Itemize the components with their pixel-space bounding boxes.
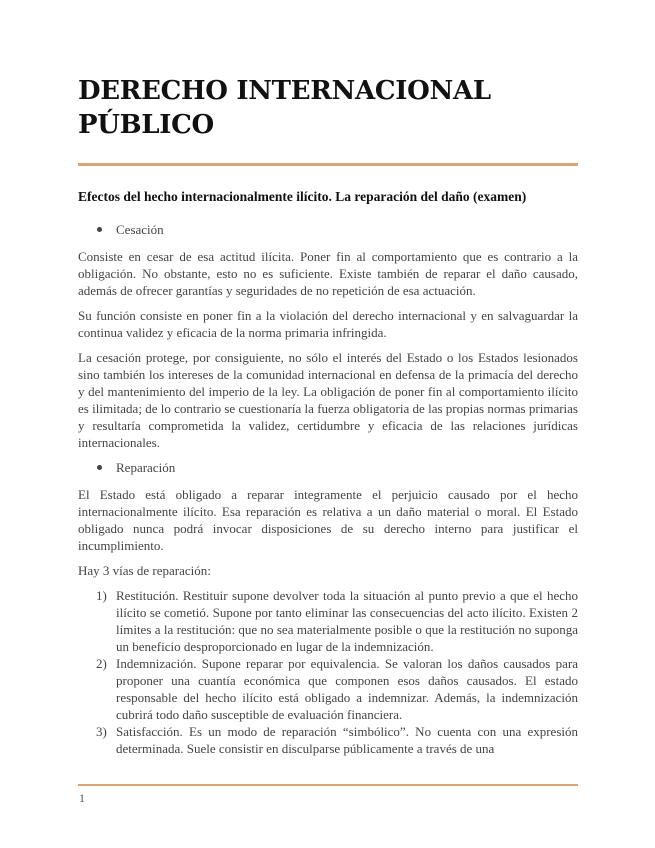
bullet-dot-icon	[97, 227, 102, 232]
section-heading: Efectos del hecho internacionalmente ilícito. La reparación del daño (examen)	[78, 189, 527, 204]
list-item	[78, 587, 578, 655]
paragraph-2: Su función consiste en poner fin a la violación del derecho internacional y en salvaguardar la continua validez y eficacia de la norma primaria infringida.	[78, 308, 578, 340]
title-line-1: DERECHO INTERNACIONAL	[78, 76, 491, 106]
document-title	[78, 74, 578, 142]
list-text: Restitución. Restituir supone devolver toda la situación al punto previo a que el hecho ilícito se cometió. Supone por tanto eliminar las consecuencias del acto ilícito. Existen 2 límites a la restitución: que no sea materialmente posible o que la restitución no suponga un beneficio desproporcionado en lugar de la indemnización.	[116, 588, 578, 654]
list-number: 3)	[96, 724, 107, 739]
list-item	[78, 723, 578, 757]
bullet-label: Cesación	[116, 222, 164, 237]
footer-divider	[78, 784, 578, 786]
list-text: Indemnización. Supone reparar por equivalencia. Se valoran los daños causados para proponer una cuantía económica que componen esos daños causados. El estado responsable del hecho ilícito está obligado a indemnizar. Además, la indemnización cubrirá todo daño susceptible de evaluación financiera.	[116, 656, 578, 722]
bullet-dot-icon	[97, 465, 102, 470]
title-divider	[78, 163, 578, 166]
list-item	[78, 655, 578, 723]
paragraph-3: La cesación protege, por consiguiente, no sólo el interés del Estado o los Estados lesionados sino también los intereses de la comunidad internacional en defensa de la primacía del derecho y del mantenimiento del imperio de la ley. La obligación de poner fin al comportamiento ilícito es ilimitada; de lo contrario se cuestionaría la fuerza obligatoria de las propias normas primarias y resultaría comprometida la validez, certidumbre y eficacia de las relaciones jurídicas internacionales.	[78, 350, 578, 450]
title-block	[78, 74, 578, 142]
bullet-label: Reparación	[116, 460, 176, 475]
list-text: Satisfacción. Es un modo de reparación “simbólico”. No cuenta con una expresión determinada. Suele consistir en disculparse públicamente a través de una	[116, 724, 578, 756]
page-number: 1	[79, 791, 85, 805]
list-number: 1)	[96, 588, 107, 603]
bullet-cesacion	[78, 221, 578, 238]
paragraph-5: Hay 3 vías de reparación:	[78, 563, 211, 578]
bullet-reparacion	[78, 459, 578, 476]
list-number: 2)	[96, 656, 107, 671]
title-line-2: PÚBLICO	[78, 110, 214, 140]
paragraph-4: El Estado está obligado a reparar integramente el perjuicio causado por el hecho internacionalmente ilícito. Esa reparación es relativa a un daño material o moral. El Estado obligado nunca podrá invocar disposiciones de su derecho interno para justificar el incumplimiento.	[78, 487, 578, 553]
document-body	[78, 221, 578, 757]
reparation-list	[78, 587, 578, 757]
paragraph-1: Consiste en cesar de esa actitud ilícita. Poner fin al comportamiento que es contrario a la obligación. No obstante, esto no es suficiente. Existe también de reparar el daño causado, además de ofrecer garantías y seguridades de no repetición de esa actuación.	[78, 249, 578, 298]
